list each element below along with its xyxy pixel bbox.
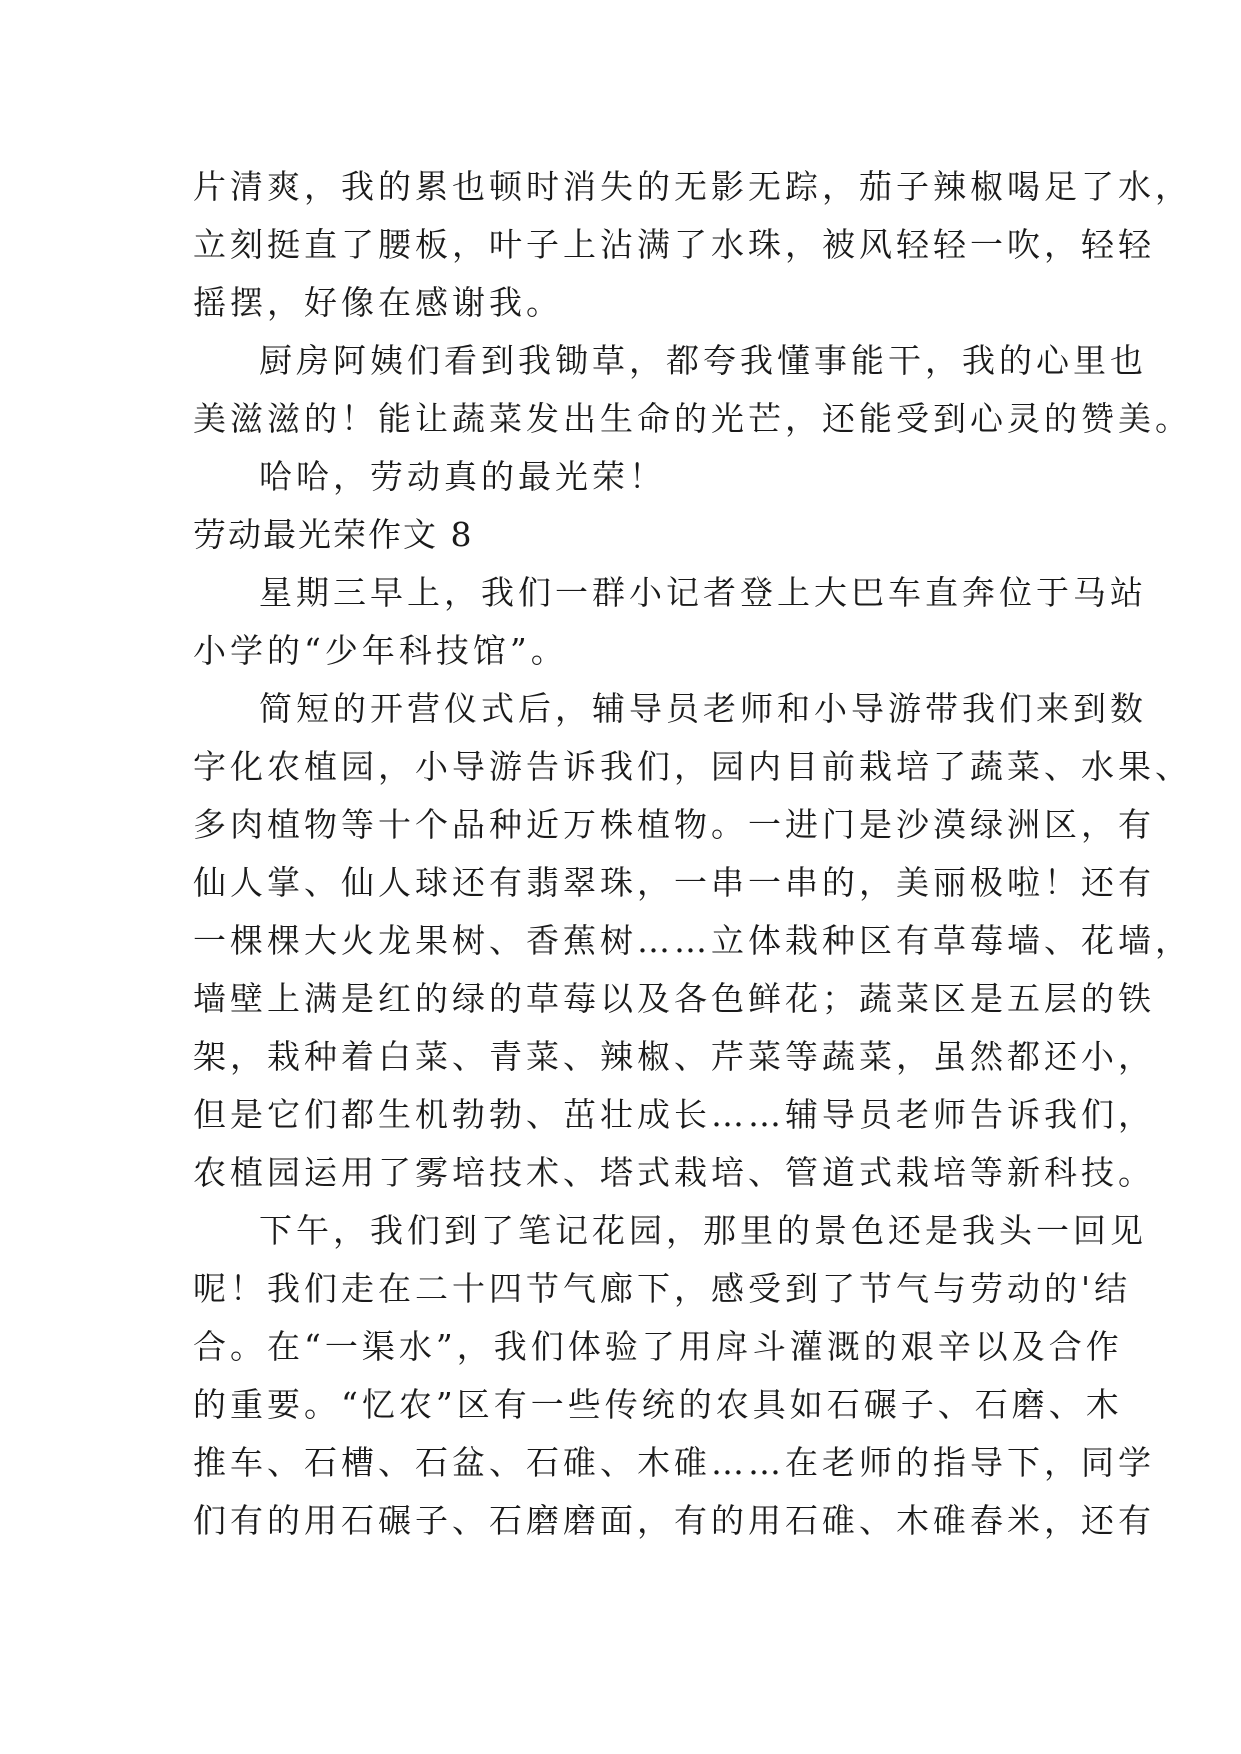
text-line: 小学的“少年科技馆”。 (193, 631, 568, 670)
text-line: 架，栽种着白菜、青菜、辣椒、芹菜等蔬菜，虽然都还小， (193, 1037, 1155, 1076)
text-line: 合。在“一渠水”，我们体验了用戽斗灌溉的艰辛以及合作 (193, 1327, 1123, 1366)
text-line: 农植园运用了雾培技术、塔式栽培、管道式栽培等新科技。 (193, 1153, 1155, 1192)
paragraph-first-line: 星期三早上，我们一群小记者登上大巴车直奔位于马站 (259, 573, 1147, 612)
text-line: 一棵棵大火龙果树、香蕉树……立体栽种区有草莓墙、花墙， (193, 921, 1192, 960)
text-line: 摇摆，好像在感谢我。 (193, 283, 563, 322)
text-line: 但是它们都生机勃勃、茁壮成长……辅导员老师告诉我们， (193, 1095, 1155, 1134)
text-line: 字化农植园，小导游告诉我们，园内目前栽培了蔬菜、水果、 (193, 747, 1192, 786)
paragraph-first-line: 哈哈，劳动真的最光荣！ (259, 457, 666, 496)
paragraph-first-line: 下午，我们到了笔记花园，那里的景色还是我头一回见 (259, 1211, 1147, 1250)
text-line: 推车、石槽、石盆、石碓、木碓……在老师的指导下，同学 (193, 1443, 1155, 1482)
paragraph-first-line: 厨房阿姨们看到我锄草，都夸我懂事能干，我的心里也 (259, 341, 1147, 380)
paragraph-first-line: 简短的开营仪式后，辅导员老师和小导游带我们来到数 (259, 689, 1147, 728)
text-line: 墙壁上满是红的绿的草莓以及各色鲜花；蔬菜区是五层的铁 (193, 979, 1155, 1018)
text-line: 们有的用石碾子、石磨磨面，有的用石碓、木碓舂米，还有 (193, 1501, 1155, 1540)
text-line: 呢！我们走在二十四节气廊下，感受到了节气与劳动的'结 (193, 1269, 1132, 1308)
text-line: 美滋滋的！能让蔬菜发出生命的光芒，还能受到心灵的赞美。 (193, 399, 1192, 438)
section-heading: 劳动最光荣作文 8 (193, 515, 474, 554)
document-page (193, 158, 1192, 1550)
text-line: 的重要。“忆农”区有一些传统的农具如石碾子、石磨、木 (193, 1385, 1123, 1424)
text-line: 仙人掌、仙人球还有翡翠珠，一串一串的，美丽极啦！还有 (193, 863, 1155, 902)
text-line: 多肉植物等十个品种近万株植物。一进门是沙漠绿洲区，有 (193, 805, 1155, 844)
text-line: 立刻挺直了腰板，叶子上沾满了水珠，被风轻轻一吹，轻轻 (193, 225, 1155, 264)
text-line: 片清爽，我的累也顿时消失的无影无踪，茄子辣椒喝足了水， (193, 167, 1192, 206)
